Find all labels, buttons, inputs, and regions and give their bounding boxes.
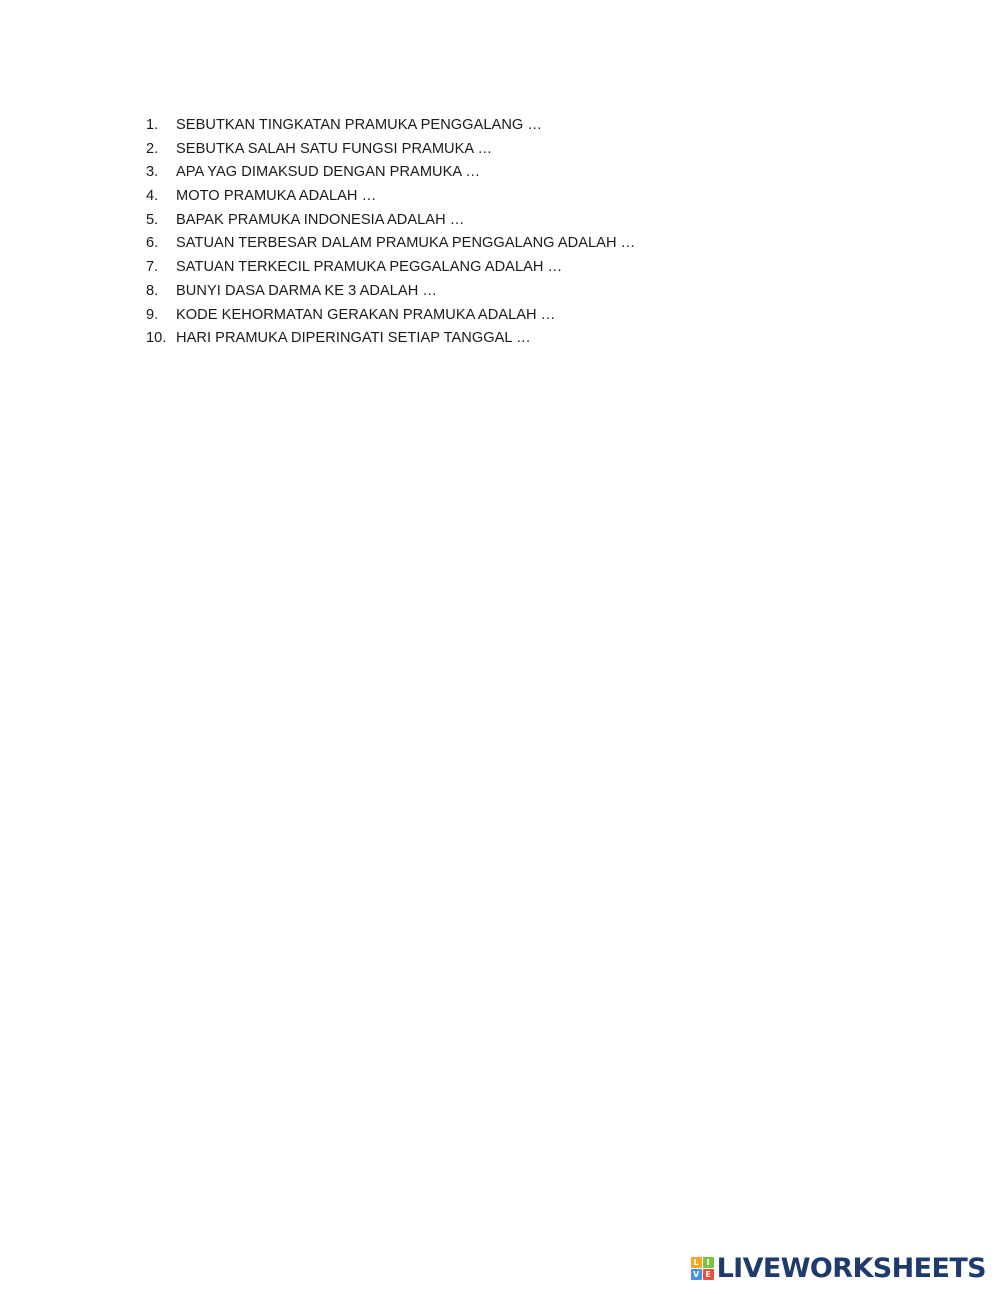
question-text: SATUAN TERBESAR DALAM PRAMUKA PENGGALANG ADALAH … [176, 235, 636, 252]
question-text: MOTO PRAMUKA ADALAH … [176, 188, 377, 205]
question-text: BUNYI DASA DARMA KE 3 ADALAH … [176, 282, 438, 299]
question-number: 2. [146, 140, 159, 157]
question-text: KODE KEHORMATAN GERAKAN PRAMUKA ADALAH … [176, 306, 556, 323]
question-item [146, 141, 635, 165]
question-number: 10. [146, 330, 167, 347]
question-text: BAPAK PRAMUKA INDONESIA ADALAH … [176, 211, 465, 228]
question-item [146, 117, 635, 141]
question-number: 7. [146, 259, 159, 276]
logo-text: LIVEWORKSHEETS [716, 1253, 986, 1284]
question-item [146, 235, 635, 259]
question-item [146, 307, 635, 331]
question-number: 5. [146, 211, 159, 228]
question-item [146, 330, 635, 354]
question-number: 4. [146, 188, 159, 205]
question-item [146, 164, 635, 188]
logo-mark-l: L [691, 1257, 702, 1268]
question-number: 6. [146, 235, 159, 252]
question-item [146, 283, 635, 307]
logo-mark-v: V [691, 1269, 702, 1280]
question-number: 8. [146, 282, 159, 299]
logo-mark-icon [691, 1257, 714, 1280]
question-text: SATUAN TERKECIL PRAMUKA PEGGALANG ADALAH … [176, 259, 563, 276]
logo-mark-i: I [703, 1257, 714, 1268]
question-number: 3. [146, 164, 159, 181]
question-item [146, 188, 635, 212]
question-item [146, 212, 635, 236]
question-text: SEBUTKA SALAH SATU FUNGSI PRAMUKA … [176, 140, 493, 157]
logo-mark-e: E [703, 1269, 714, 1280]
question-list [146, 117, 635, 354]
question-text: APA YAG DIMAKSUD DENGAN PRAMUKA … [176, 164, 481, 181]
question-text: HARI PRAMUKA DIPERINGATI SETIAP TANGGAL … [176, 330, 531, 347]
liveworksheets-logo [691, 1255, 986, 1282]
question-number: 9. [146, 306, 159, 323]
question-text: SEBUTKAN TINGKATAN PRAMUKA PENGGALANG … [176, 117, 543, 133]
question-number: 1. [146, 117, 159, 133]
question-item [146, 259, 635, 283]
